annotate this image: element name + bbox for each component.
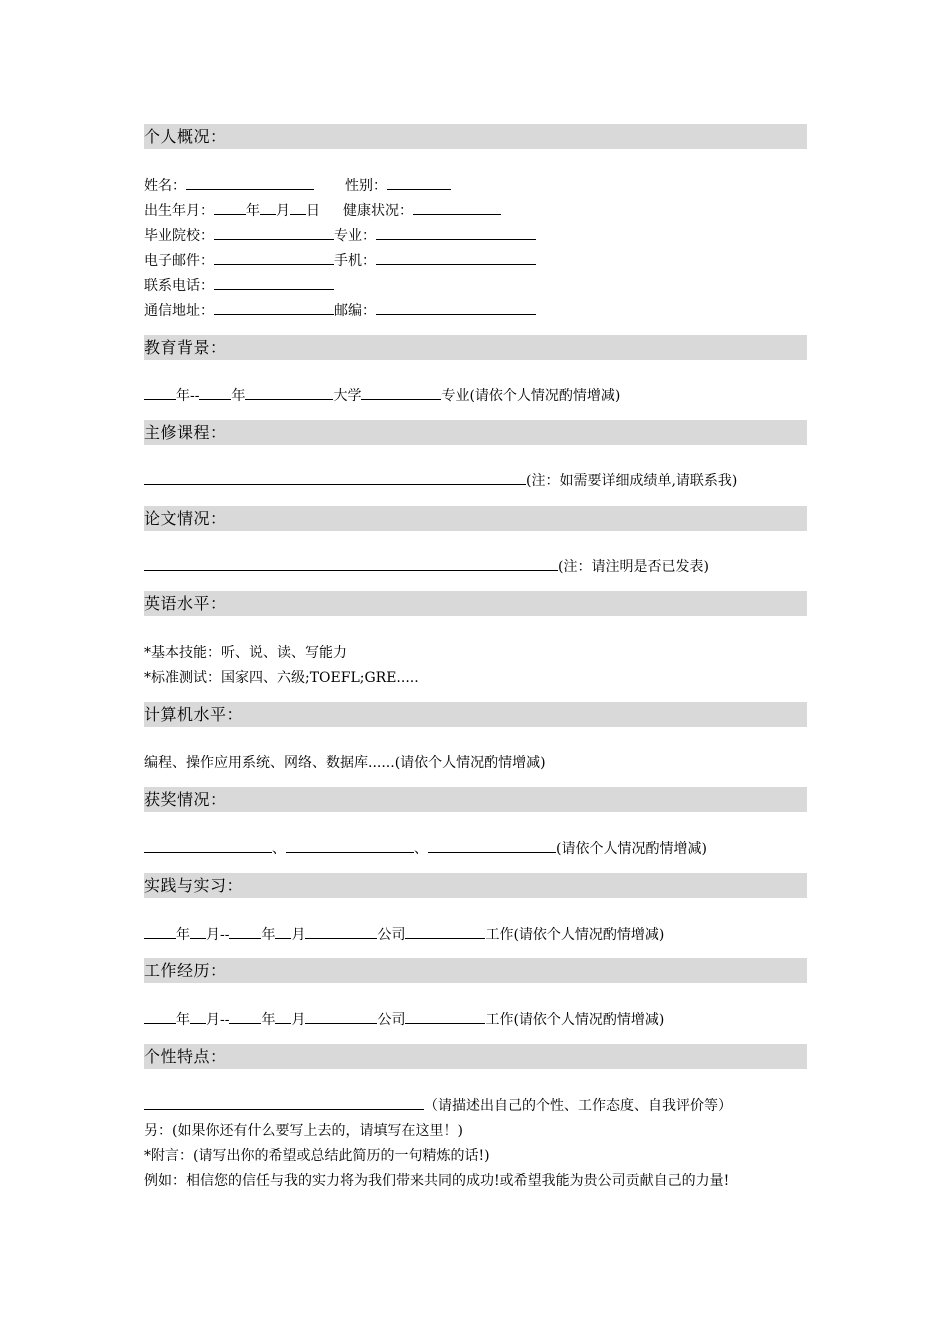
practice-month-dash: 月-- [206,927,230,943]
school-blank[interactable] [214,226,334,240]
thesis-note: (注：请注明是否已发表) [558,559,709,575]
practice-year: 年 [176,927,190,943]
section-personal-heading: 个人概况： [144,124,807,149]
practice-work-blank[interactable] [405,925,485,939]
practice-start-year-blank[interactable] [144,925,176,939]
work-start-month-blank[interactable] [190,1010,206,1024]
awards-row [144,839,707,859]
address-row [144,301,536,321]
work-company: 公司 [377,1012,406,1028]
practice-month2: 月 [291,927,306,943]
practice-end-month-blank[interactable] [275,925,291,939]
birth-label: 出生年月： [144,203,214,219]
section-courses-heading: 主修课程： [144,420,807,445]
email-blank[interactable] [214,251,334,265]
school-label: 毕业院校： [144,228,214,244]
practice-company: 公司 [377,927,406,943]
english-basic: *基本技能：听、说、读、写能力 [144,645,347,661]
practice-work-note: 工作(请依个人情况酌情增减) [485,927,665,943]
edu-university-blank[interactable] [245,386,333,400]
appendix-note: *附言：(请写出你的希望或总结此简历的一句精炼的话!) [144,1148,490,1164]
work-year: 年 [176,1012,190,1028]
work-work-note: 工作(请依个人情况酌情增减) [485,1012,665,1028]
edu-year1: 年-- [176,388,200,404]
school-row [144,226,536,246]
birth-year-blank[interactable] [214,201,246,215]
section-work-heading: 工作经历： [144,958,807,983]
health-blank[interactable] [413,201,501,215]
edu-university: 大学 [333,388,362,404]
award-1-blank[interactable] [144,839,272,853]
practice-start-month-blank[interactable] [190,925,206,939]
personality-row [144,1096,732,1116]
courses-note: (注：如需要详细成绩单,请联系我) [526,473,738,489]
day-label: 日 [306,203,320,219]
award-2-blank[interactable] [286,839,414,853]
work-year2: 年 [261,1012,276,1028]
email-row [144,251,536,271]
award-sep-1: 、 [272,841,286,857]
example-note: 例如：相信您的信任与我的实力将为我们带来共同的成功!或希望我能为贵公司贡献自己的力量! [144,1173,730,1189]
birth-row [144,201,320,221]
practice-year2: 年 [261,927,276,943]
health-row [343,201,501,221]
award-3-blank[interactable] [428,839,556,853]
work-month2: 月 [291,1012,306,1028]
work-work-blank[interactable] [405,1010,485,1024]
work-company-blank[interactable] [305,1010,377,1024]
practice-end-year-blank[interactable] [229,925,261,939]
english-test: *标准测试：国家四、六级;TOEFL;GRE..... [144,670,419,686]
major-blank[interactable] [376,226,536,240]
section-thesis-heading: 论文情况： [144,506,807,531]
practice-company-blank[interactable] [305,925,377,939]
edu-major-blank[interactable] [361,386,441,400]
section-english-heading: 英语水平： [144,591,807,616]
phone-row [144,276,334,296]
birth-month-blank[interactable] [260,201,276,215]
gender-label: 性别： [345,178,387,194]
month-label: 月 [276,203,290,219]
work-row [144,1010,664,1030]
section-practice-heading: 实践与实习： [144,873,807,898]
edu-major-note: 专业(请依个人情况酌情增减) [441,388,621,404]
work-month-dash: 月-- [206,1012,230,1028]
thesis-row [144,557,709,577]
address-blank[interactable] [214,301,334,315]
section-awards-heading: 获奖情况： [144,787,807,812]
awards-note: (请依个人情况酌情增减) [556,841,707,857]
mobile-blank[interactable] [376,251,536,265]
work-end-year-blank[interactable] [229,1010,261,1024]
practice-row [144,925,664,945]
postcode-label: 邮编： [334,303,376,319]
courses-row [144,471,737,491]
education-row [144,386,620,406]
section-personality-heading: 个性特点： [144,1044,807,1069]
personality-blank[interactable] [144,1096,424,1110]
postcode-blank[interactable] [376,301,536,315]
name-row [144,176,314,196]
courses-blank[interactable] [144,471,526,485]
work-start-year-blank[interactable] [144,1010,176,1024]
other-note: 另：(如果你还有什么要写上去的，请填写在这里！) [144,1123,463,1139]
major-label: 专业： [334,228,376,244]
personality-note: （请描述出自己的个性、工作态度、自我评价等） [424,1098,732,1114]
year-label: 年 [246,203,260,219]
gender-row [345,176,451,196]
thesis-blank[interactable] [144,557,558,571]
edu-year2: 年 [231,388,246,404]
mobile-label: 手机： [334,253,376,269]
gender-blank[interactable] [387,176,451,190]
work-end-month-blank[interactable] [275,1010,291,1024]
phone-label: 联系电话： [144,278,214,294]
birth-day-blank[interactable] [290,201,306,215]
edu-end-year-blank[interactable] [199,386,231,400]
email-label: 电子邮件： [144,253,214,269]
phone-blank[interactable] [214,276,334,290]
edu-start-year-blank[interactable] [144,386,176,400]
award-sep-2: 、 [414,841,428,857]
section-education-heading: 教育背景： [144,335,807,360]
health-label: 健康状况： [343,203,413,219]
section-computer-heading: 计算机水平： [144,702,807,727]
address-label: 通信地址： [144,303,214,319]
name-label: 姓名： [144,178,186,194]
computer-text: 编程、操作应用系统、网络、数据库......(请依个人情况酌情增减) [144,755,546,771]
name-blank[interactable] [186,176,314,190]
